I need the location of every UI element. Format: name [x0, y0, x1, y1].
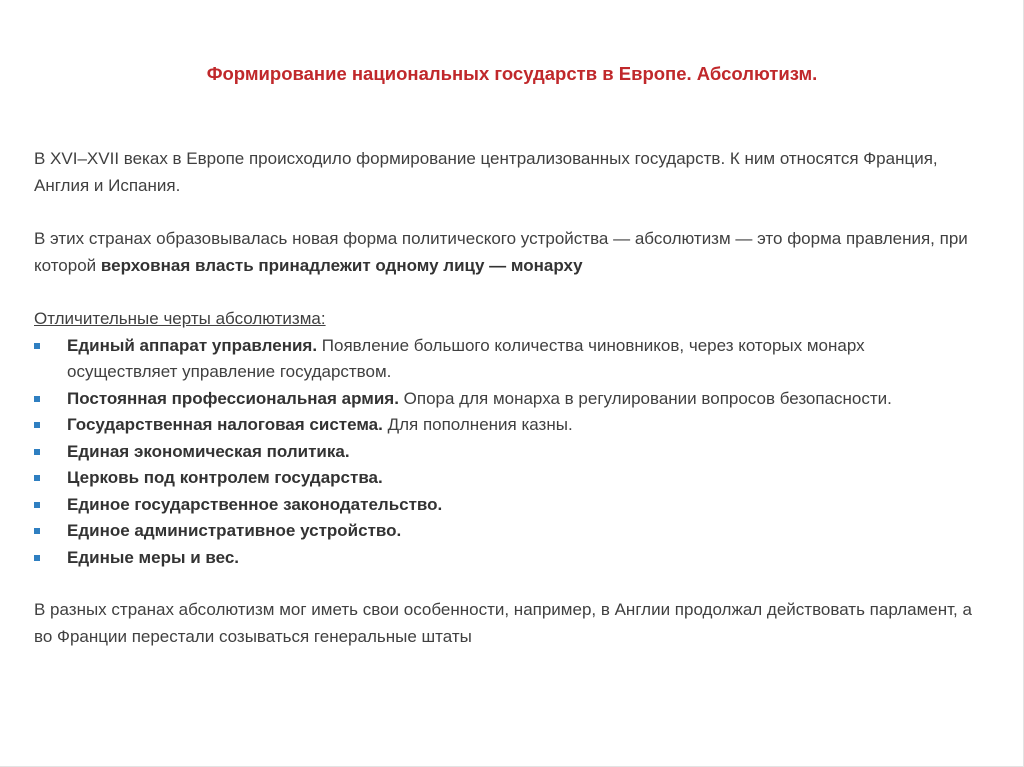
list-item [34, 545, 974, 572]
square-bullet-icon [34, 343, 40, 349]
square-bullet-icon [34, 422, 40, 428]
square-bullet-icon [34, 555, 40, 561]
features-heading: Отличительные черты абсолютизма: [34, 309, 326, 328]
slide-content [34, 146, 974, 650]
feature-title: Единый аппарат управления. [67, 335, 318, 355]
feature-title: Единые меры и вес. [67, 547, 240, 567]
square-bullet-icon [34, 396, 40, 402]
list-item [34, 465, 974, 492]
definition-text: В этих странах образовывалась новая форма политического устройства — абсолютизм — это форма правления, при которой [34, 229, 968, 275]
feature-title: Единая экономическая политика. [67, 441, 350, 461]
square-bullet-icon [34, 528, 40, 534]
feature-title: Постоянная профессиональная армия. [67, 388, 399, 408]
list-item [34, 518, 974, 545]
list-item [34, 492, 974, 519]
square-bullet-icon [34, 475, 40, 481]
list-item [34, 386, 974, 413]
slide-title: Формирование национальных государств в Европе. Абсолютизм. [206, 63, 818, 84]
feature-title: Церковь под контролем государства. [67, 468, 383, 487]
list-item [34, 333, 974, 386]
feature-description: Появление большого количества чиновников, через которых монарх осуществляет управление государством. [67, 335, 865, 381]
list-item [34, 439, 974, 466]
conclusion-paragraph: В разных странах абсолютизм мог иметь свои особенности, например, в Англии продолжал действовать парламент, а во Франции перестали созываться генеральные штаты [34, 600, 972, 646]
features-list [34, 333, 974, 572]
list-item [34, 412, 974, 439]
spacer [34, 571, 974, 597]
intro-paragraph: В XVI–XVII веках в Европе происходило формирование централизованных государств. К ним относятся Франция, Англия и Испания. [34, 149, 938, 195]
definition-bold-text: верховная власть принадлежит одному лицу — монарху [100, 255, 583, 275]
feature-title: Единое административное устройство. [67, 521, 402, 540]
spacer [34, 279, 974, 306]
feature-title: Государственная налоговая система. [67, 415, 383, 434]
feature-title: Единое государственное законодательство. [67, 494, 443, 514]
square-bullet-icon [34, 449, 40, 455]
definition-paragraph [34, 226, 974, 279]
square-bullet-icon [34, 502, 40, 508]
spacer [34, 199, 974, 226]
feature-description: Для пополнения казны. [382, 415, 573, 434]
feature-description: Опора для монарха в регулировании вопросов безопасности. [398, 388, 892, 408]
